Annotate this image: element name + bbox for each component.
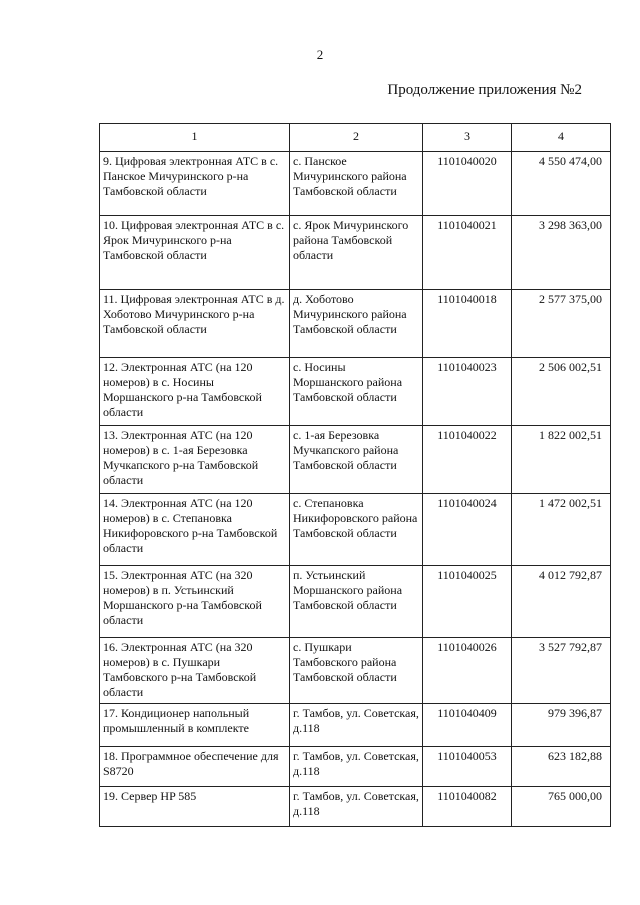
- cell-name: 18. Программное обеспечение для S8720: [100, 747, 290, 787]
- cell-amount: 4 550 474,00: [512, 152, 611, 216]
- cell-code: 1101040053: [423, 747, 512, 787]
- cell-location: г. Тамбов, ул. Советская, д.118: [290, 787, 423, 827]
- cell-code: 1101040022: [423, 426, 512, 494]
- cell-amount: 1 472 002,51: [512, 494, 611, 566]
- cell-code: 1101040023: [423, 358, 512, 426]
- table-row: [100, 152, 611, 216]
- cell-name: 13. Электронная АТС (на 120 номеров) в с. 1-ая Березовка Мучкапского р-на Тамбовской области: [100, 426, 290, 494]
- cell-location: с. Панское Мичуринского района Тамбовской области: [290, 152, 423, 216]
- appendix-title: Продолжение приложения №2: [387, 82, 582, 98]
- cell-name: 11. Цифровая электронная АТС в д. Хоботово Мичуринского р-на Тамбовской области: [100, 290, 290, 358]
- cell-amount: 3 527 792,87: [512, 638, 611, 704]
- cell-code: 1101040082: [423, 787, 512, 827]
- cell-location: г. Тамбов, ул. Советская, д.118: [290, 747, 423, 787]
- cell-name: 19. Сервер HP 585: [100, 787, 290, 827]
- cell-amount: 979 396,87: [512, 704, 611, 747]
- cell-amount: 2 506 002,51: [512, 358, 611, 426]
- cell-location: с. Пушкари Тамбовского района Тамбовской области: [290, 638, 423, 704]
- cell-code: 1101040026: [423, 638, 512, 704]
- cell-name: 14. Электронная АТС (на 120 номеров) в с. Степановка Никифоровского р-на Тамбовской области: [100, 494, 290, 566]
- cell-name: 10. Цифровая электронная АТС в с. Ярок Мичуринского р-на Тамбовской области: [100, 216, 290, 290]
- cell-name: 15. Электронная АТС (на 320 номеров) в п. Устьинский Моршанского р-на Тамбовской области: [100, 566, 290, 638]
- table-row: [100, 747, 611, 787]
- header-col-2: 2: [290, 124, 423, 152]
- table-row: [100, 787, 611, 827]
- cell-location: с. 1-ая Березовка Мучкапского района Тамбовской области: [290, 426, 423, 494]
- cell-name: 9. Цифровая электронная АТС в с. Панское Мичуринского р-на Тамбовской области: [100, 152, 290, 216]
- assets-table: [99, 123, 611, 827]
- cell-location: с. Носины Моршанского района Тамбовской области: [290, 358, 423, 426]
- cell-code: 1101040020: [423, 152, 512, 216]
- cell-name: 12. Электронная АТС (на 120 номеров) в с. Носины Моршанского р-на Тамбовской области: [100, 358, 290, 426]
- cell-amount: 4 012 792,87: [512, 566, 611, 638]
- table-row: [100, 426, 611, 494]
- cell-location: с. Ярок Мичуринского района Тамбовской области: [290, 216, 423, 290]
- cell-amount: 2 577 375,00: [512, 290, 611, 358]
- cell-location: д. Хоботово Мичуринского района Тамбовской области: [290, 290, 423, 358]
- cell-amount: 3 298 363,00: [512, 216, 611, 290]
- header-col-1: 1: [100, 124, 290, 152]
- table-header-row: [100, 124, 611, 152]
- table-row: [100, 216, 611, 290]
- table-row: [100, 638, 611, 704]
- cell-location: г. Тамбов, ул. Советская, д.118: [290, 704, 423, 747]
- cell-code: 1101040024: [423, 494, 512, 566]
- cell-location: с. Степановка Никифоровского района Тамбовской области: [290, 494, 423, 566]
- cell-code: 1101040025: [423, 566, 512, 638]
- cell-name: 17. Кондиционер напольный промышленный в комплекте: [100, 704, 290, 747]
- cell-location: п. Устьинский Моршанского района Тамбовской области: [290, 566, 423, 638]
- header-col-4: 4: [512, 124, 611, 152]
- table-row: [100, 566, 611, 638]
- cell-code: 1101040021: [423, 216, 512, 290]
- cell-code: 1101040409: [423, 704, 512, 747]
- header-col-3: 3: [423, 124, 512, 152]
- cell-amount: 1 822 002,51: [512, 426, 611, 494]
- table-row: [100, 704, 611, 747]
- table-row: [100, 290, 611, 358]
- cell-amount: 623 182,88: [512, 747, 611, 787]
- table-row: [100, 358, 611, 426]
- page-number: 2: [316, 47, 324, 62]
- table-row: [100, 494, 611, 566]
- cell-amount: 765 000,00: [512, 787, 611, 827]
- cell-code: 1101040018: [423, 290, 512, 358]
- cell-name: 16. Электронная АТС (на 320 номеров) в с. Пушкари Тамбовского р-на Тамбовской области: [100, 638, 290, 704]
